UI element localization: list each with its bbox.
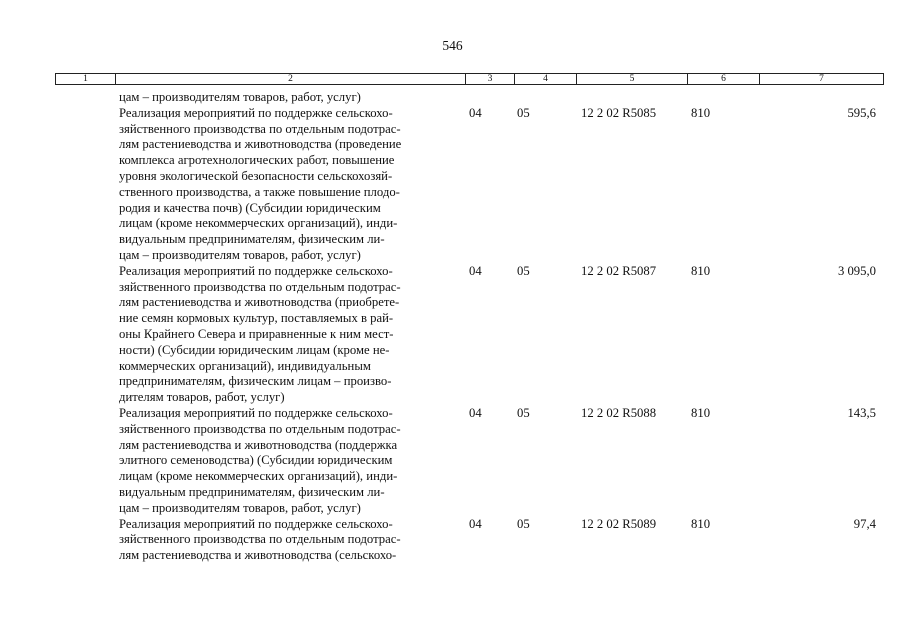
expense-type-code: 810 — [691, 405, 711, 420]
row-description — [119, 264, 463, 406]
section-code: 04 — [469, 405, 482, 420]
table-row — [0, 106, 905, 264]
subsection-code: 05 — [517, 105, 530, 120]
continuation-text: цам – производителям товаров, работ, услуг) — [119, 90, 361, 104]
description-line: Реализация мероприятий по поддержке сельскохо- — [119, 405, 393, 420]
row-description — [119, 517, 463, 564]
description-line: Реализация мероприятий по поддержке сельскохо- — [119, 105, 393, 120]
column-header-5: 5 — [577, 74, 688, 85]
continuation-row — [0, 90, 905, 106]
description-line: дителям товаров, работ, услуг) — [119, 390, 285, 405]
amount-value: 143,5 — [847, 405, 876, 420]
row-description — [119, 406, 463, 517]
table-row — [0, 406, 905, 517]
subsection-code: 05 — [517, 263, 530, 278]
description-line: Реализация мероприятий по поддержке сельскохо- — [119, 516, 393, 531]
description-line: родия и качества почв) (Субсидии юридическим — [119, 200, 381, 215]
expense-type-code: 810 — [691, 263, 711, 278]
description-line: цам – производителям товаров, работ, услуг) — [119, 500, 361, 515]
description-line: Реализация мероприятий по поддержке сельскохо- — [119, 263, 393, 278]
description-line: ственного производства, а также повышение плодо- — [119, 184, 400, 199]
description-line: видуальным предпринимателям, физическим ли- — [119, 484, 385, 499]
table-body — [0, 90, 905, 564]
description-line: лям растениеводства и животноводства (проведение — [119, 137, 402, 152]
description-line: лям растениеводства и животноводства (сельскохо- — [119, 548, 397, 563]
description-line: оны Крайнего Севера и приравненные к ним мест- — [119, 326, 394, 341]
description-line: лям растениеводства и животноводства (приобрете- — [119, 295, 400, 310]
description-line: видуальным предпринимателям, физическим ли- — [119, 232, 385, 247]
description-line: зяйственного производства по отдельным подотрас- — [119, 279, 401, 294]
amount-value: 3 095,0 — [837, 263, 876, 278]
column-header-2: 2 — [116, 74, 466, 85]
description-line: зяйственного производства по отдельным подотрас- — [119, 532, 401, 547]
description-line: зяйственного производства по отдельным подотрас- — [119, 421, 401, 436]
column-header-6: 6 — [688, 74, 760, 85]
column-header-3: 3 — [466, 74, 515, 85]
description-line: комплекса агротехнологических работ, повышение — [119, 153, 395, 168]
row-description — [119, 106, 463, 264]
table-row — [0, 517, 905, 564]
page-number: 546 — [442, 38, 463, 53]
description-line: ние семян кормовых культур, поставляемых в рай- — [119, 311, 394, 326]
column-header-table — [55, 73, 884, 85]
description-line: лям растениеводства и животноводства (поддержка — [119, 437, 398, 452]
section-code: 04 — [469, 105, 482, 120]
description-line: лицам (кроме некоммерческих организаций), инди- — [119, 216, 398, 231]
amount-value: 595,6 — [847, 105, 876, 120]
target-article-code: 12 2 02 R5089 — [581, 516, 657, 531]
column-header-7: 7 — [760, 74, 884, 85]
column-header-1: 1 — [56, 74, 116, 85]
description-line: уровня экологической безопасности сельскохозяй- — [119, 168, 393, 183]
description-line: зяйственного производства по отдельным подотрас- — [119, 121, 401, 136]
column-header-row — [56, 74, 884, 85]
description-line: ности) (Субсидии юридическим лицам (кроме не- — [119, 342, 390, 357]
expense-type-code: 810 — [691, 105, 711, 120]
section-code: 04 — [469, 263, 482, 278]
section-code: 04 — [469, 516, 482, 531]
description-line: предпринимателям, физическим лицам – произво- — [119, 374, 392, 389]
target-article-code: 12 2 02 R5087 — [581, 263, 657, 278]
description-line: элитного семеноводства) (Субсидии юридическим — [119, 453, 393, 468]
subsection-code: 05 — [517, 516, 530, 531]
table-row — [0, 264, 905, 406]
description-line: коммерческих организаций), индивидуальным — [119, 358, 371, 373]
description-line: цам – производителям товаров, работ, услуг) — [119, 247, 361, 262]
description-line: лицам (кроме некоммерческих организаций), инди- — [119, 469, 398, 484]
expense-type-code: 810 — [691, 516, 711, 531]
target-article-code: 12 2 02 R5085 — [581, 105, 657, 120]
subsection-code: 05 — [517, 405, 530, 420]
target-article-code: 12 2 02 R5088 — [581, 405, 657, 420]
column-header-4: 4 — [515, 74, 577, 85]
amount-value: 97,4 — [853, 516, 876, 531]
